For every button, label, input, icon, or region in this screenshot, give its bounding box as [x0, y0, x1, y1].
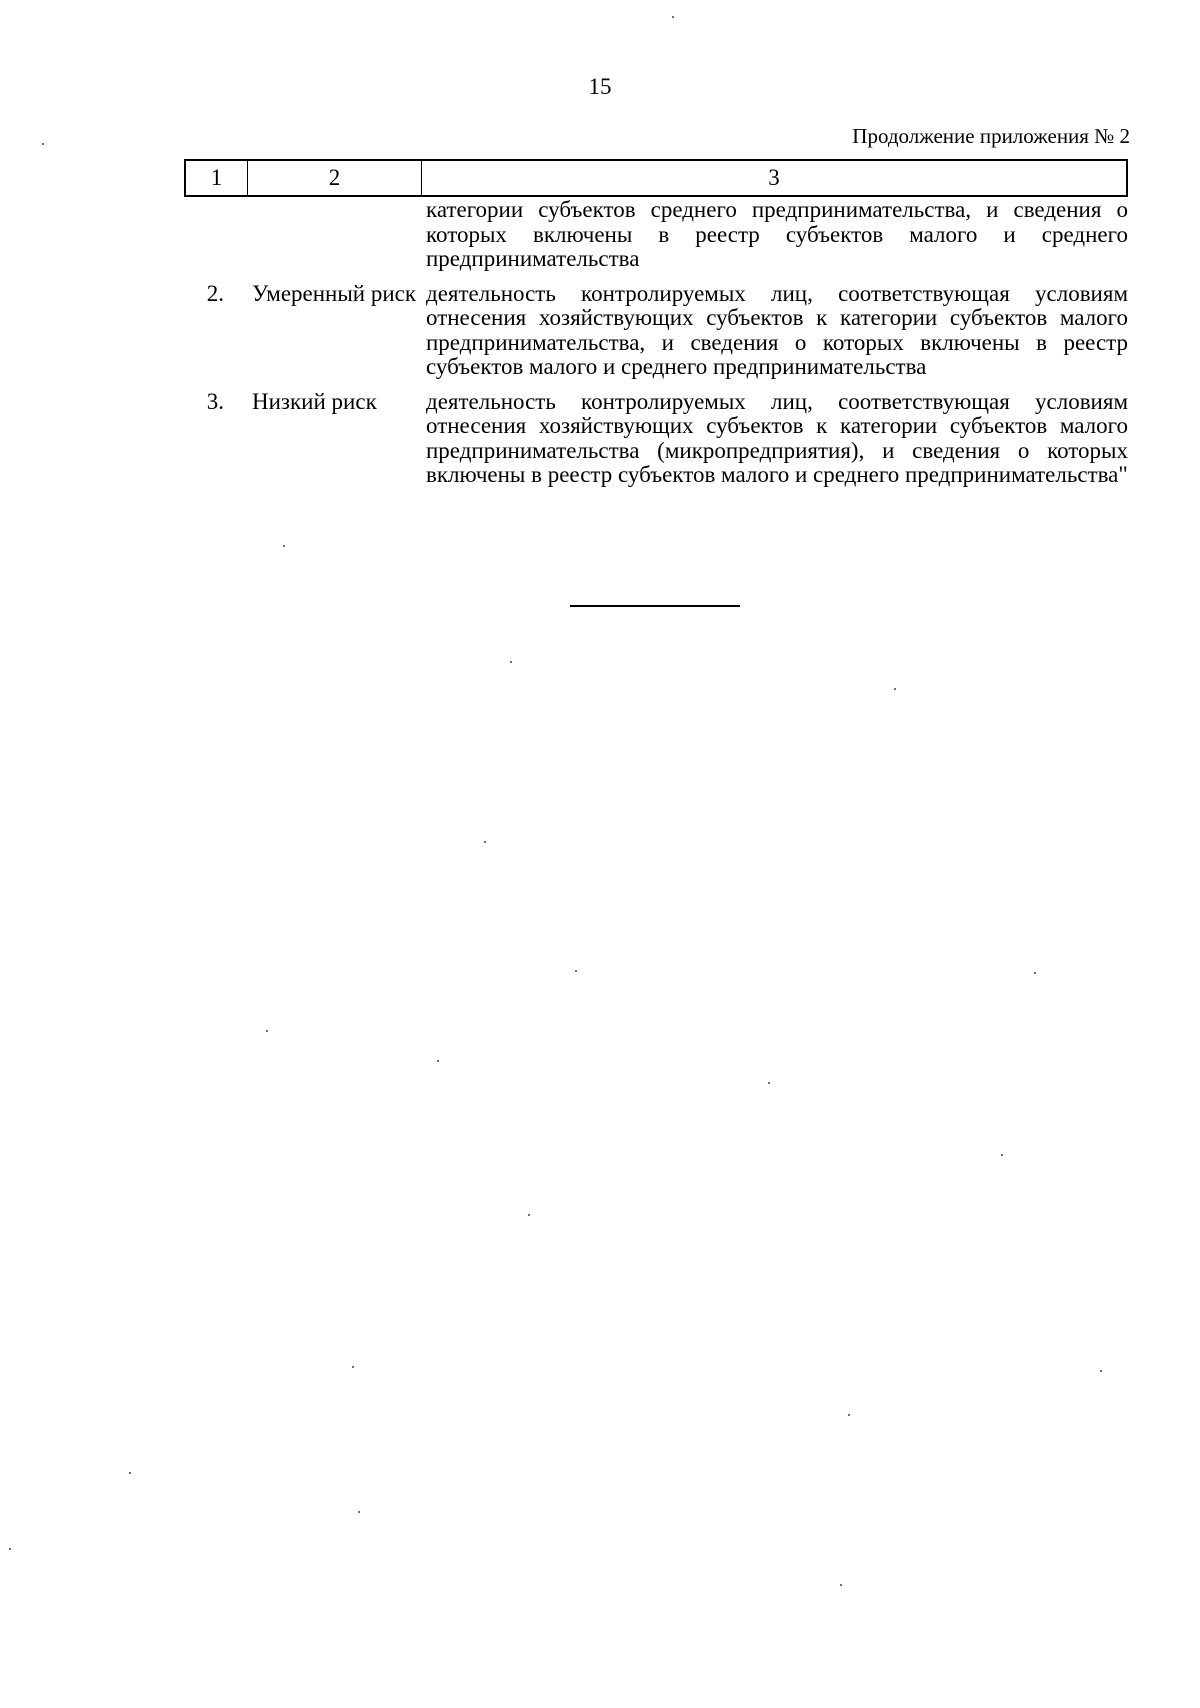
column-header-2: 2 — [248, 161, 422, 195]
row-number: 3. — [206, 388, 224, 414]
risk-category: Умеренный риск — [252, 280, 417, 306]
risk-description: категории субъектов среднего предпринимательства, и сведения о которых включены в реестр субъектов малого и среднего предпринимательства — [426, 197, 1128, 271]
risk-category: Низкий риск — [252, 388, 377, 414]
table-row — [184, 390, 1128, 488]
table-row — [184, 198, 1128, 272]
risk-category — [246, 198, 420, 272]
table-row — [184, 282, 1128, 380]
risk-description: деятельность контролируемых лиц, соответствующая условиям отнесения хозяйствующих субъектов к категории субъектов малого предпринимательства (микропредприятия), и сведения о которых включены в реестр субъектов малого и среднего предпринимательства" — [426, 388, 1128, 487]
row-number — [184, 198, 246, 272]
end-divider — [570, 605, 740, 607]
risk-description: деятельность контролируемых лиц, соответствующая условиям отнесения хозяйствующих субъектов к категории субъектов малого предпринимательства, и сведения о которых включены в реестр субъектов малого и среднего предпринимательства — [426, 280, 1128, 379]
continuation-label: Продолжение приложения № 2 — [852, 124, 1130, 148]
row-number: 2. — [206, 280, 224, 306]
table-header-row — [184, 159, 1128, 197]
table-body — [184, 198, 1128, 498]
column-header-3: 3 — [768, 165, 780, 190]
page-number: 15 — [588, 74, 612, 99]
column-header-1: 1 — [186, 161, 248, 195]
